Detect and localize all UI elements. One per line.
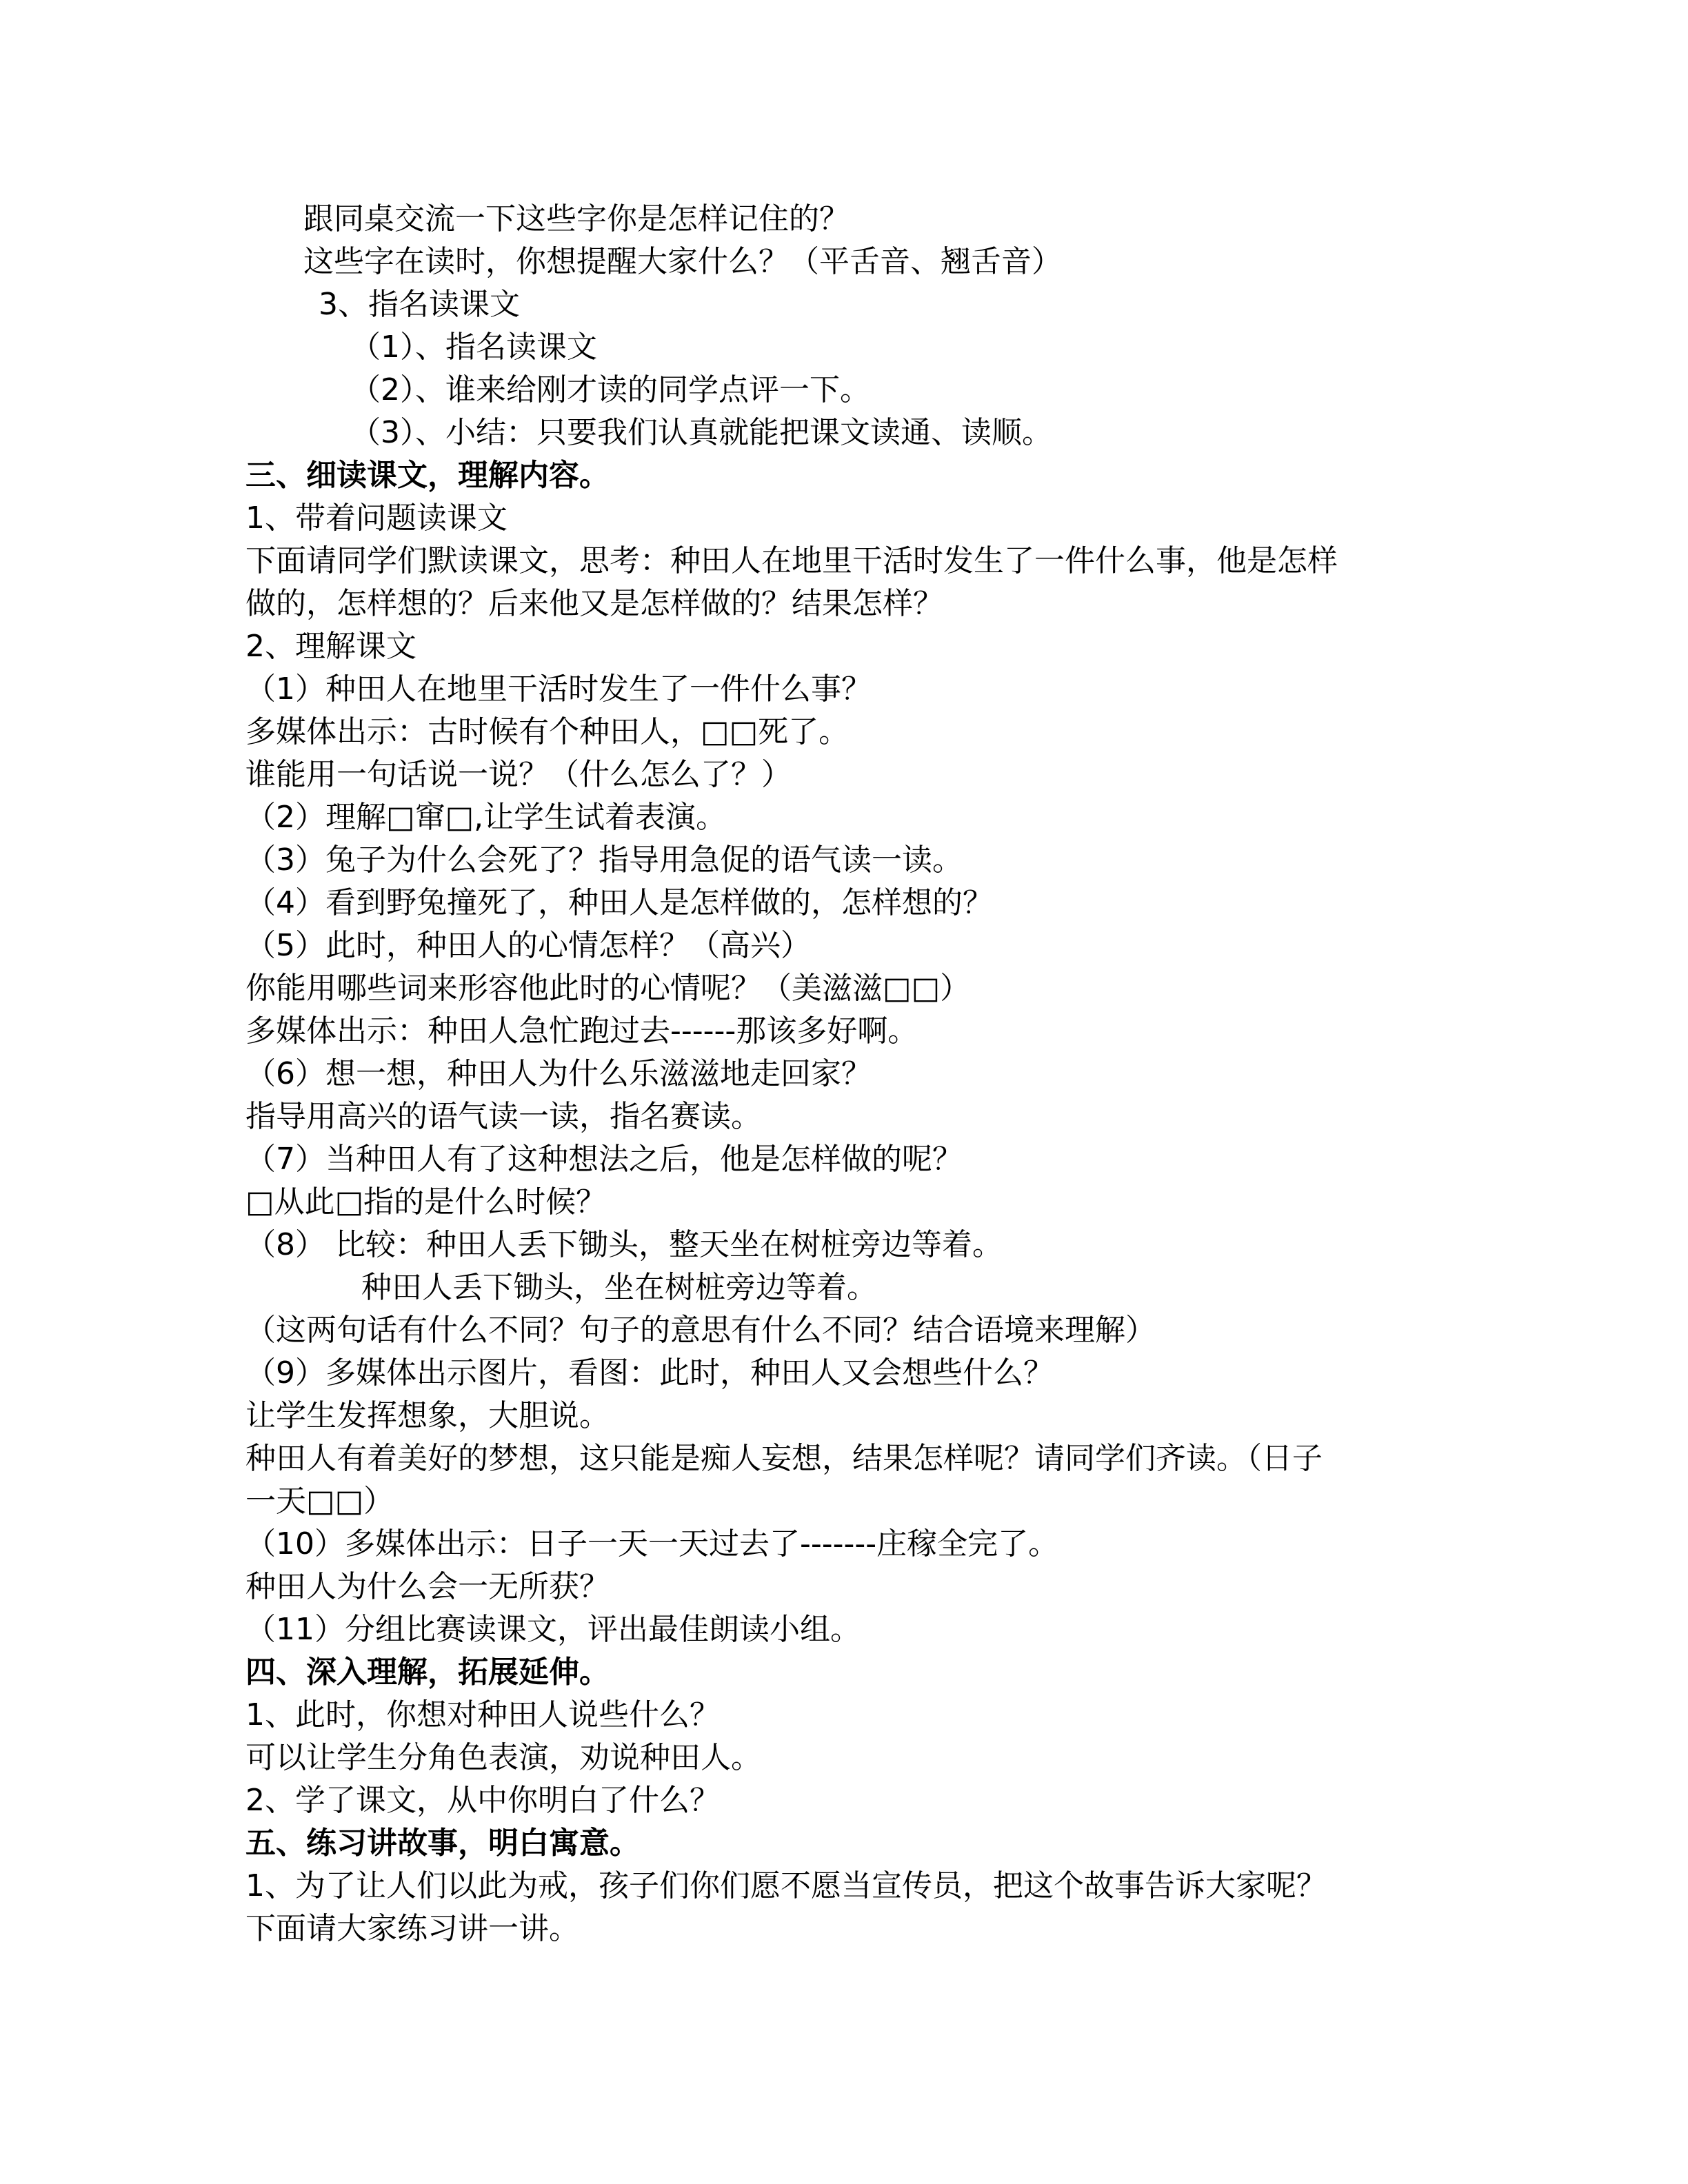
text-line: 2、学了课文，从中你明白了什么？ [245,1783,720,1818]
text-line: 种田人为什么会一无所获？ [245,1569,610,1604]
section-heading: 四、深入理解，拓展延伸。 [245,1655,610,1690]
text-line: 下面请大家练习讲一讲。 [245,1911,579,1946]
text-line: （10）多媒体出示：日子一天一天过去了-------庄稼全完了。 [245,1526,1059,1561]
text-line: 多媒体出示：古时候有个种田人，□□死了。 [245,714,850,749]
text-line: 下面请同学们默读课文，思考：种田人在地里干活时发生了一件什么事，他是怎样 [245,543,1338,578]
text-line: 2、理解课文 [245,629,416,664]
text-line: （1）、指名读课文 [350,330,597,365]
text-line: （5）此时，种田人的心情怎样？（高兴） [245,928,811,963]
text-line: （8） 比较：种田人丢下锄头，整天坐在树桩旁边等着。 [245,1227,1003,1262]
text-line: 种田人丢下锄头，坐在树桩旁边等着。 [361,1270,877,1305]
text-line: 谁能用一句话说一说？（什么怎么了？） [245,757,792,792]
section-heading: 五、练习讲故事，明白寓意。 [245,1826,640,1861]
text-line: 让学生发挥想象，大胆说。 [245,1398,610,1433]
text-line: 你能用哪些词来形容他此时的心情呢？（美滋滋□□） [245,971,971,1006]
text-line: 指导用高兴的语气读一读，指名赛读。 [245,1099,761,1134]
section-heading: 三、细读课文，理解内容。 [245,458,610,493]
text-line: 种田人有着美好的梦想，这只能是痴人妄想，结果怎样呢？请同学们齐读。（日子 [245,1441,1323,1476]
text-line: （6）想一想，种田人为什么乐滋滋地走回家？ [245,1056,872,1091]
text-line: （这两句话有什么不同？句子的意思有什么不同？结合语境来理解） [245,1313,1156,1348]
text-line: 可以让学生分角色表演，劝说种田人。 [245,1740,761,1775]
text-line: 1、为了让人们以此为戒，孩子们你们愿不愿当宣传员，把这个故事告诉大家呢？ [245,1868,1327,1903]
text-line: 1、带着问题读课文 [245,501,508,536]
text-line: （2）理解□窜□,让学生试着表演。 [245,800,727,835]
text-line: （7）当种田人有了这种想法之后，他是怎样做的呢？ [245,1142,963,1177]
text-line: 做的，怎样想的？后来他又是怎样做的？结果怎样？ [245,586,943,621]
text-line: （11）分组比赛读课文，评出最佳朗读小组。 [245,1612,861,1647]
text-line: （9）多媒体出示图片，看图：此时，种田人又会想些什么？ [245,1355,1054,1391]
text-line: 1、此时，你想对种田人说些什么？ [245,1697,720,1732]
text-line: （3）、小结：只要我们认真就能把课文读通、读顺。 [350,415,1052,450]
text-line: 3、指名读课文 [319,287,520,322]
text-line: 多媒体出示：种田人急忙跑过去------那该多好啊。 [245,1013,918,1049]
text-line: 跟同桌交流一下这些字你是怎样记住的？ [303,201,850,236]
text-line: （2）、谁来给刚才读的同学点评一下。 [350,372,870,407]
text-line: （4）看到野兔撞死了，种田人是怎样做的，怎样想的？ [245,885,993,920]
text-line: 一天□□） [245,1484,394,1519]
text-line: （1）种田人在地里干活时发生了一件什么事？ [245,671,872,707]
text-line: 这些字在读时，你想提醒大家什么？（平舌音、翘舌音） [303,244,1062,279]
text-line: □从此□指的是什么时候？ [245,1184,607,1220]
text-line: （3）兔子为什么会死了？指导用急促的语气读一读。 [245,842,963,878]
